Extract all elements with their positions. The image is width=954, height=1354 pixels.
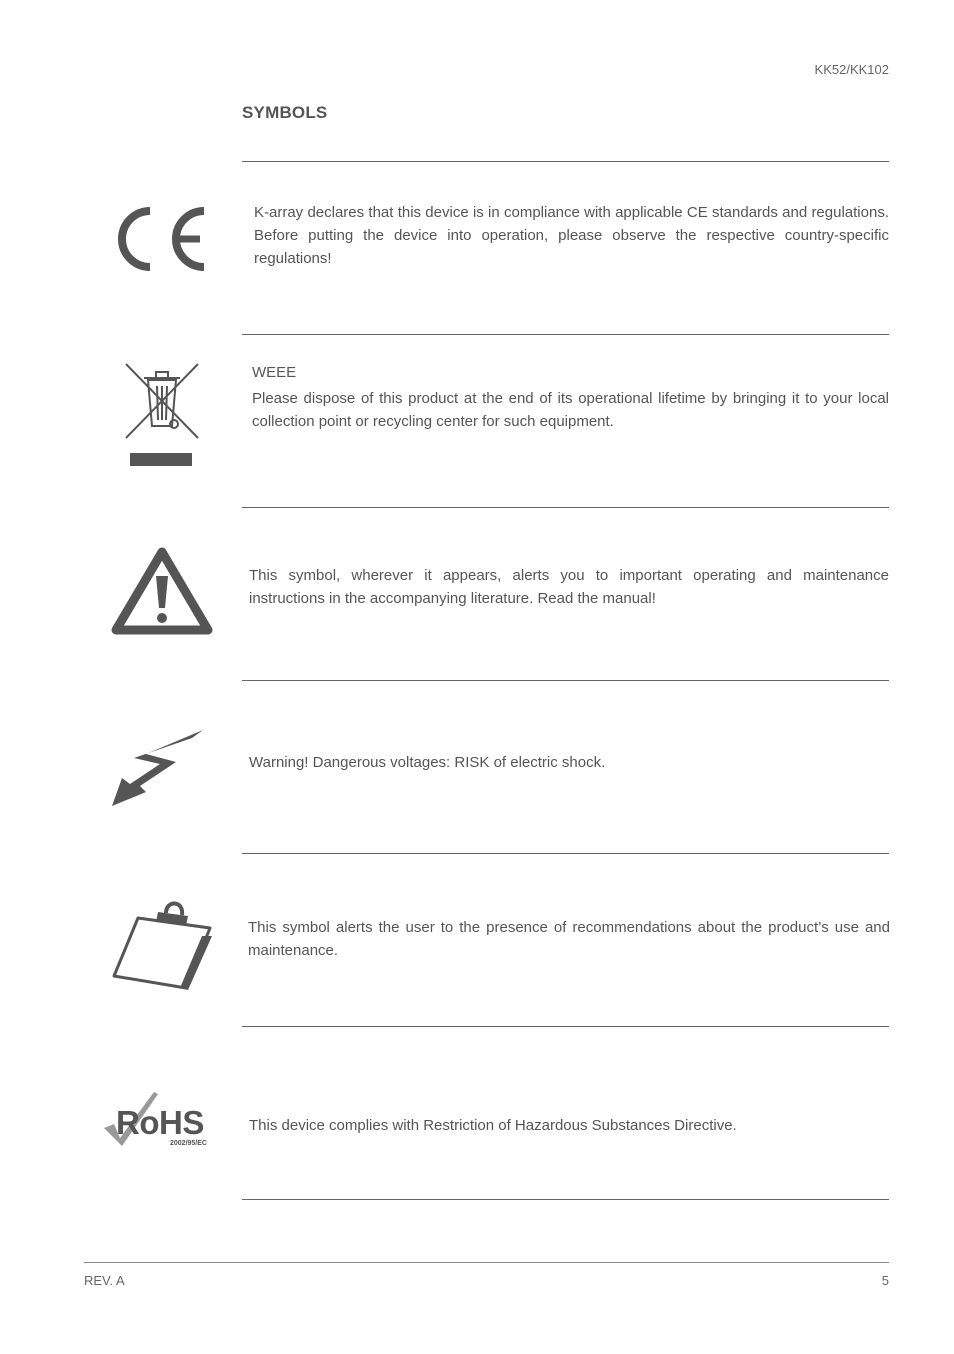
weee-description: Please dispose of this product at the end of its operational lifetime by bringing it to your local collection point or recycling center for such equipment. [252, 390, 889, 430]
weee-bin-icon [124, 362, 200, 468]
clipboard-icon [110, 896, 216, 992]
page-number: 5 [881, 1273, 889, 1288]
rohs-description: This device complies with Restriction of Hazardous Substances Directive. [249, 1117, 737, 1134]
section-divider [242, 1026, 889, 1027]
section-divider [242, 507, 889, 508]
recommendations-description: This symbol alerts the user to the presence of recommendations about the product’s use and maintenance. [248, 919, 890, 959]
rohs-icon [102, 1090, 218, 1152]
voltage-warning-description: Warning! Dangerous voltages: RISK of electric shock. [249, 754, 606, 771]
document-model-label: KK52/KK102 [814, 62, 889, 77]
lightning-bolt-icon [110, 728, 206, 808]
section-divider [242, 853, 889, 854]
revision-label: REV. A [84, 1273, 125, 1288]
ce-description: K-array declares that this device is in compliance with applicable CE standards and regulations. Before putting the device into operation, please observe the respective country-specific regulations! [254, 204, 889, 267]
weee-heading: WEEE [252, 364, 297, 381]
footer-divider [84, 1262, 889, 1263]
section-divider [242, 680, 889, 681]
section-divider [242, 334, 889, 335]
section-divider [242, 161, 889, 162]
page-title: SYMBOLS [242, 103, 328, 122]
warning-triangle-icon [110, 546, 214, 636]
section-divider [242, 1199, 889, 1200]
rohs-logo-text: RoHS [116, 1104, 204, 1141]
rohs-logo-subtext: 2002/95/EC [170, 1140, 207, 1147]
warning-description: This symbol, wherever it appears, alerts you to important operating and maintenance instructions in the accompanying literature. Read the manual! [249, 567, 889, 607]
ce-mark-icon [114, 205, 210, 273]
